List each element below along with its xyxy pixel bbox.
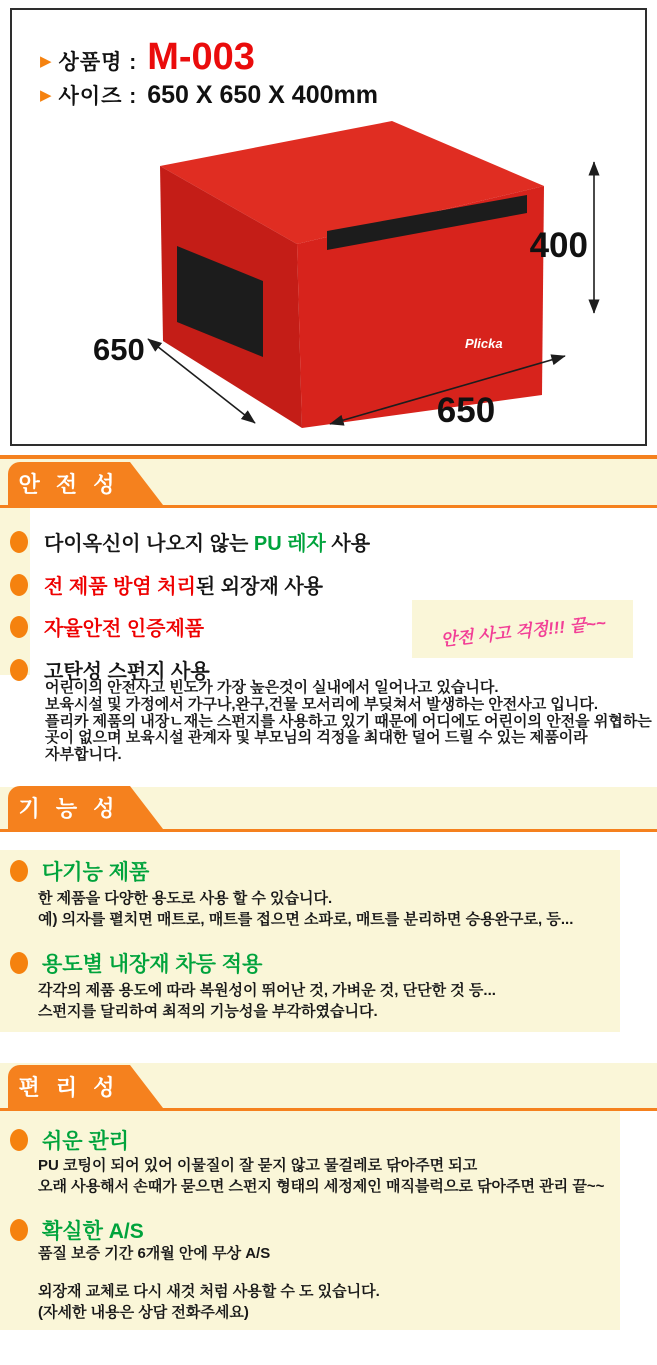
safety-bullet-row xyxy=(10,570,323,599)
product-name-value: M-003 xyxy=(147,36,255,78)
bullet-dot-icon xyxy=(10,616,28,638)
section-tab-convenience xyxy=(8,1065,130,1108)
body-line: 각각의 제품 용도에 따라 복원성이 뛰어난 것, 가벼운 것, 단단한 것 등... xyxy=(38,982,496,999)
height-dimension-label: 400 xyxy=(529,226,588,265)
convenience-item-lines xyxy=(38,1243,380,1323)
text-segment: 다이옥신이 나오지 않는 xyxy=(44,533,254,555)
section-title-convenience: 편 리 성 xyxy=(18,1075,120,1100)
safety-bullet-text xyxy=(44,612,204,641)
blank-line xyxy=(38,1264,380,1281)
section-title-function: 기 능 성 xyxy=(18,796,120,821)
section-banner-function xyxy=(0,787,657,832)
product-info-box xyxy=(10,8,647,446)
bullet-dot-icon xyxy=(10,531,28,553)
bullet-dot-icon xyxy=(10,659,28,681)
product-name-label: 상품명 : xyxy=(58,51,138,74)
paragraph-line: 곳이 없으며 보육시설 관계자 및 부모님의 걱정을 최대한 덜어 드릴 수 있는 제품이라 xyxy=(45,729,588,747)
convenience-item-heading: 쉬운 관리 xyxy=(42,1130,129,1153)
text-segment-red: 자율안전 인증제품 xyxy=(44,618,205,640)
text-segment: 된 외장재 사용 xyxy=(195,576,323,598)
body-line: 외장재 교체로 다시 새것 처럼 사용할 수 도 있습니다. xyxy=(38,1283,380,1300)
text-segment: 고탄성 스펀지 사용 xyxy=(44,661,210,683)
product-photo xyxy=(87,110,647,440)
handwritten-note-text: 안전 사고 걱정!!! 끝~~ xyxy=(439,612,607,650)
function-item-lines xyxy=(38,980,496,1022)
paragraph-line: 플리카 제품의 내장ㄴ재는 스펀지를 사용하고 있기 때문에 어디에도 어린이의 안전을 위협하는 xyxy=(45,712,652,730)
body-line: PU 코팅이 되어 있어 이물질이 잘 묻지 않고 물걸레로 닦아주면 되고 xyxy=(38,1157,478,1174)
paragraph-line: 어린이의 안전사고 빈도가 가장 높은것이 실내에서 일어나고 있습니다. xyxy=(45,679,499,696)
safety-bullet-row xyxy=(10,527,370,556)
body-line: 스펀지를 달리하여 최적의 기능성을 부각하였습니다. xyxy=(38,1003,378,1020)
body-line: 한 제품을 다양한 용도로 사용 할 수 있습니다. xyxy=(38,890,333,907)
product-size-value: 650 X 650 X 400mm xyxy=(147,81,378,109)
function-item-heading-row xyxy=(10,856,149,886)
section-tab-safety xyxy=(8,462,130,505)
handwritten-note xyxy=(412,600,633,658)
banner-underline xyxy=(0,829,657,832)
convenience-section xyxy=(0,1111,620,1330)
function-item-heading: 다기능 제품 xyxy=(42,861,150,884)
safety-bullet-text xyxy=(44,570,323,599)
section-title-safety: 안 전 성 xyxy=(18,472,120,497)
function-item-heading-row xyxy=(10,948,262,978)
bullet-dot-icon xyxy=(10,574,28,596)
body-line: (자세한 내용은 상담 전화주세요) xyxy=(38,1304,249,1321)
section-banner-convenience xyxy=(0,1063,657,1111)
bullet-dot-icon xyxy=(10,952,28,974)
function-item-heading: 용도별 내장재 차등 적용 xyxy=(42,953,263,976)
section-banner-safety xyxy=(0,455,657,508)
body-line: 품질 보증 기간 6개월 안에 무상 A/S xyxy=(38,1245,271,1262)
product-title-block xyxy=(40,38,378,110)
arrow-bullet-icon: ▶ xyxy=(40,53,52,70)
banner-top-strip xyxy=(0,455,657,459)
safety-bullet-text xyxy=(44,527,370,556)
body-line: 오래 사용해서 손때가 묻으면 스펀지 형태의 세정제인 매직블럭으로 닦아주면 관리 끝~~ xyxy=(38,1178,605,1195)
function-section xyxy=(0,850,620,1032)
product-size-label: 사이즈 : xyxy=(58,85,138,108)
text-segment: 사용 xyxy=(325,533,371,555)
safety-section xyxy=(0,508,657,787)
text-segment-red: 전 제품 방염 처리 xyxy=(44,576,196,598)
product-name-row xyxy=(40,38,378,76)
arrow-bullet-icon: ▶ xyxy=(40,87,52,104)
bullet-dot-icon xyxy=(10,860,28,882)
paragraph-line: 자부합니다. xyxy=(45,746,122,764)
depth-dimension-label: 650 xyxy=(93,332,145,367)
bullet-dot-icon xyxy=(10,1219,28,1241)
section-tab-function xyxy=(8,786,130,829)
safety-paragraph xyxy=(45,680,652,764)
product-size-row xyxy=(40,80,378,110)
convenience-item-heading-row xyxy=(10,1215,144,1245)
safety-bullet-row xyxy=(10,612,204,641)
convenience-item-heading: 확실한 A/S xyxy=(42,1220,144,1243)
width-dimension-label: 650 xyxy=(436,391,496,430)
convenience-item-heading-row xyxy=(10,1125,129,1155)
paragraph-line: 보육시설 및 가정에서 가구나,완구,건물 모서리에 부딪쳐서 발생하는 안전사고 입니다. xyxy=(45,695,598,713)
body-line: 예) 의자를 펼치면 매트로, 매트를 접으면 소파로, 매트를 분리하면 승용완구로, 등... xyxy=(38,911,574,928)
text-segment-green: PU 레자 xyxy=(253,533,326,555)
brand-logo: Plicka xyxy=(465,336,503,351)
bullet-dot-icon xyxy=(10,1129,28,1151)
function-item-lines xyxy=(38,888,573,930)
convenience-item-lines xyxy=(38,1155,604,1197)
